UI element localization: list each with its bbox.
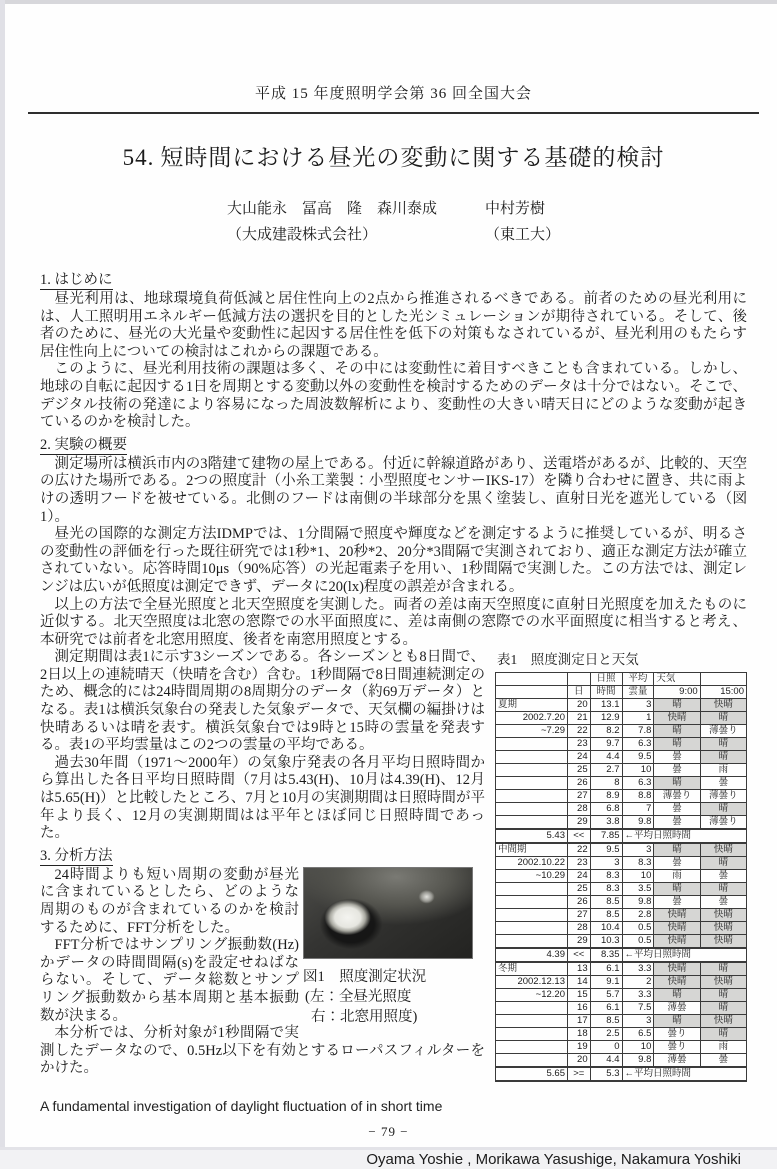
- cloud-amount-cell: 2: [622, 975, 654, 988]
- weather-9am-cell: 快晴: [654, 921, 700, 934]
- table1-header-row-2: [496, 685, 747, 698]
- table1: [495, 672, 747, 1082]
- weather-3pm-cell: 曇: [700, 1053, 746, 1067]
- season-label-cell: 中間期: [496, 843, 568, 857]
- table-summary-row: [496, 948, 747, 962]
- weather-3pm-cell: 晴: [700, 962, 746, 976]
- weather-3pm-cell: 薄曇り: [700, 815, 746, 829]
- author-names-right: 中村芳樹: [485, 201, 546, 217]
- summary-note-cell: ←平均日照時間: [622, 948, 747, 962]
- season-date-cell: [496, 737, 568, 750]
- table-row: [496, 908, 747, 921]
- figure1-container: [303, 867, 475, 1027]
- season-date-cell: [496, 1001, 568, 1014]
- day-cell: 22: [568, 724, 591, 737]
- english-title: A fundamental investigation of daylight fluctuation of in short time: [40, 1097, 443, 1114]
- section3-heading: 3. 分析方法: [40, 847, 113, 864]
- weather-3pm-cell: 晴: [700, 750, 746, 763]
- weather-3pm-cell: 快晴: [700, 921, 746, 934]
- day-cell: 22: [568, 843, 591, 857]
- section1-paragraph2: このように、昼光利用技術の課題は多く、その中には変動性に着目すべきことも含まれている。しかし、地球の自転に起因する1日を周期とする変動以外の変動性を検討するためのデータは十分ではない。そこで、デジタル技術の発達により容易になった周波数解析により、変動性の大きい晴天日にどのような変動が起きているのかを検討した。: [40, 361, 747, 431]
- figure1-caption-line3: 右：北窓用照度): [311, 1008, 418, 1025]
- sunshine-hours-cell: 9.1: [590, 975, 622, 988]
- weather-3pm-cell: 雨: [700, 763, 746, 776]
- normal-sunshine-cell: 4.39: [496, 948, 568, 962]
- normal-sunshine-cell: 5.43: [496, 829, 568, 843]
- weather-3pm-cell: 快晴: [700, 698, 746, 711]
- season-date-cell: ~10.29: [496, 869, 568, 882]
- day-cell: 16: [568, 1001, 591, 1014]
- sunshine-hours-cell: 8.3: [590, 869, 622, 882]
- sunshine-hours-cell: 10.4: [590, 921, 622, 934]
- table-row: [496, 1053, 747, 1067]
- day-cell: 29: [568, 934, 591, 948]
- day-cell: 27: [568, 908, 591, 921]
- table-row: [496, 802, 747, 815]
- day-cell: 29: [568, 815, 591, 829]
- header-time9: 9:00: [654, 685, 700, 698]
- cloud-amount-cell: 10: [622, 1040, 654, 1053]
- day-cell: 19: [568, 1040, 591, 1053]
- authors-titech: [485, 196, 560, 248]
- season-date-cell: 2002.12.13: [496, 975, 568, 988]
- weather-9am-cell: 曇: [654, 895, 700, 908]
- header-time15: 15:00: [700, 685, 746, 698]
- conference-header: 平成 15 年度照明学会第 36 回全国大会: [254, 86, 532, 102]
- figure1-caption-line1: 図1 照度測定状況: [303, 968, 427, 985]
- section3-paragraph3: 本分析では、分析対象が1秒間隔で実測したデータなので、0.5Hz以下を有効とするローパスフィルターをかけた。: [40, 1025, 485, 1077]
- table-row: [496, 1027, 747, 1040]
- table1-body: [496, 698, 747, 1081]
- weather-3pm-cell: 晴: [700, 1027, 746, 1040]
- weather-3pm-cell: 晴: [700, 882, 746, 895]
- weather-3pm-cell: 晴: [700, 802, 746, 815]
- cloud-amount-cell: 3: [622, 698, 654, 711]
- paper-number: 54.: [122, 145, 155, 170]
- paper-title-text: 短時間における昼光の変動に関する基礎的検討: [160, 145, 665, 170]
- section2-paragraph3: 以上の方法で全昼光照度と北天空照度を実測した。両者の差は南天空照度に直射日光照度を加えたものに近似する。北天空照度は北窓の窓際での水平面照度に、差は南側の窓際での水平面照度に相当すると考え、本研究では前者を北窓用照度、後者を南窓用照度とする。: [40, 596, 747, 648]
- figure1-caption: [303, 967, 475, 1027]
- weather-9am-cell: 晴: [654, 724, 700, 737]
- season-date-cell: [496, 815, 568, 829]
- weather-3pm-cell: 薄曇り: [700, 789, 746, 802]
- day-cell: 15: [568, 988, 591, 1001]
- weather-9am-cell: 快晴: [654, 908, 700, 921]
- table1-title: 表1 照度測定日と天気: [497, 652, 639, 668]
- weather-9am-cell: 曇り: [654, 1027, 700, 1040]
- measured-sunshine-cell: 8.35: [590, 948, 622, 962]
- sunshine-hours-cell: 2.7: [590, 763, 622, 776]
- sunshine-hours-cell: 4.4: [590, 1053, 622, 1067]
- weather-3pm-cell: 快晴: [700, 908, 746, 921]
- weather-9am-cell: 晴: [654, 843, 700, 857]
- sunshine-hours-cell: 8.2: [590, 724, 622, 737]
- table-row: [496, 750, 747, 763]
- header-day: 日: [568, 685, 591, 698]
- cloud-amount-cell: 9.5: [622, 750, 654, 763]
- table-row: [496, 882, 747, 895]
- sunshine-hours-cell: 5.7: [590, 988, 622, 1001]
- weather-3pm-cell: 雨: [700, 1040, 746, 1053]
- table-row: [496, 763, 747, 776]
- season-date-cell: [496, 895, 568, 908]
- sunshine-hours-cell: 2.5: [590, 1027, 622, 1040]
- figure1-photo: [303, 867, 473, 959]
- comparison-operator-cell: <<: [568, 829, 591, 843]
- weather-9am-cell: 快晴: [654, 934, 700, 948]
- table-row: [496, 698, 747, 711]
- header-cloud-top: 平均: [622, 672, 654, 685]
- cloud-amount-cell: 3.3: [622, 962, 654, 976]
- section1-paragraph1: 昼光利用は、地球環境負荷低減と居住性向上の2点から推進されるべきである。前者のための昼光利用には、人工照明用エネルギー低減方法の選択を目的とした光シミュレーションが期待されている。そして、後者のために、昼光の大光量や変動性に起因する居住性を低下の対策もなされているが、昼光利用のもたらす居住性向上についての検討はこれからの課題である。: [40, 291, 747, 360]
- day-cell: 23: [568, 856, 591, 869]
- weather-9am-cell: 晴: [654, 698, 700, 711]
- cloud-amount-cell: 3.3: [622, 988, 654, 1001]
- table-row: [496, 1014, 747, 1027]
- affiliation-left: （大成建設株式会社）: [226, 227, 377, 243]
- english-authors: Oyama Yoshie , Morikawa Yasushige, Nakamura Yoshiki: [366, 1151, 741, 1169]
- table-row: [496, 815, 747, 829]
- season-date-cell: [496, 763, 568, 776]
- author-block: [40, 196, 747, 248]
- weather-9am-cell: 晴: [654, 1014, 700, 1027]
- weather-3pm-cell: 快晴: [700, 843, 746, 857]
- summary-note-cell: ←平均日照時間: [622, 1067, 747, 1081]
- day-cell: 26: [568, 776, 591, 789]
- table-row: [496, 1001, 747, 1014]
- table-row: [496, 895, 747, 908]
- season-date-cell: ~7.29: [496, 724, 568, 737]
- weather-3pm-cell: 晴: [700, 711, 746, 724]
- table-row: [496, 776, 747, 789]
- sunshine-hours-cell: 8.9: [590, 789, 622, 802]
- section1-heading: 1. はじめに: [40, 272, 113, 288]
- cloud-amount-cell: 7.5: [622, 1001, 654, 1014]
- weather-3pm-cell: 晴: [700, 737, 746, 750]
- sunshine-hours-cell: 3.8: [590, 815, 622, 829]
- table-row: [496, 724, 747, 737]
- section2-paragraph1: 測定場所は横浜市内の3階建て建物の屋上である。付近に幹線道路があり、送電塔があるが、比較的、天空の広けた場所である。2つの照度計（小糸工業製：小型照度センサーIKS-17）を隣り合わせに置き、共に雨よけの透明フードを被せている。北側のフードは南側の半球部分を黒く塗装し、直射日光を遮光している（図1）。: [40, 455, 747, 525]
- day-cell: 23: [568, 737, 591, 750]
- cloud-amount-cell: 6.5: [622, 1027, 654, 1040]
- weather-9am-cell: 薄曇り: [654, 789, 700, 802]
- header-weather: 天気: [654, 672, 700, 685]
- cloud-amount-cell: 3: [622, 1014, 654, 1027]
- summary-note-cell: ←平均日照時間: [622, 829, 747, 843]
- cloud-amount-cell: 8.8: [622, 789, 654, 802]
- day-cell: 21: [568, 711, 591, 724]
- sunshine-hours-cell: 12.9: [590, 711, 622, 724]
- comparison-operator-cell: <<: [568, 948, 591, 962]
- page-title: [40, 139, 747, 172]
- day-cell: 28: [568, 802, 591, 815]
- cloud-amount-cell: 2.8: [622, 908, 654, 921]
- header-cloud-bottom: 雲量: [622, 685, 654, 698]
- season-date-cell: [496, 908, 568, 921]
- weather-3pm-cell: 晴: [700, 856, 746, 869]
- season-date-cell: [496, 776, 568, 789]
- header-sunshine-bottom: 時間: [590, 685, 622, 698]
- table-row: [496, 711, 747, 724]
- weather-3pm-cell: 薄曇り: [700, 724, 746, 737]
- sunshine-hours-cell: 4.4: [590, 750, 622, 763]
- cloud-amount-cell: 7: [622, 802, 654, 815]
- season-date-cell: 2002.7.20: [496, 711, 568, 724]
- weather-9am-cell: 曇: [654, 856, 700, 869]
- day-cell: 24: [568, 750, 591, 763]
- season-date-cell: ~12.20: [496, 988, 568, 1001]
- season-date-cell: [496, 1014, 568, 1027]
- table-summary-row: [496, 829, 747, 843]
- weather-3pm-cell: 曇: [700, 895, 746, 908]
- season-date-cell: 2002.10.22: [496, 856, 568, 869]
- weather-3pm-cell: 曇: [700, 776, 746, 789]
- measured-sunshine-cell: 7.85: [590, 829, 622, 843]
- cloud-amount-cell: 6.3: [622, 737, 654, 750]
- sunshine-hours-cell: 8.3: [590, 882, 622, 895]
- season-date-cell: [496, 934, 568, 948]
- cloud-amount-cell: 8.3: [622, 856, 654, 869]
- cloud-amount-cell: 3: [622, 843, 654, 857]
- weather-9am-cell: 晴: [654, 882, 700, 895]
- table-row: [496, 921, 747, 934]
- sunshine-hours-cell: 13.1: [590, 698, 622, 711]
- table-row: [496, 869, 747, 882]
- sunshine-hours-cell: 9.7: [590, 737, 622, 750]
- weather-9am-cell: 快晴: [654, 711, 700, 724]
- table1-container: [495, 651, 747, 1082]
- sunshine-hours-cell: 6.1: [590, 1001, 622, 1014]
- sunshine-hours-cell: 10.3: [590, 934, 622, 948]
- day-cell: 13: [568, 962, 591, 976]
- section2-paragraph2: 昼光の国際的な測定方法IDMPでは、1分間隔で照度や輝度などを測定するように推奨しているが、明るさの変動性の評価を行った既往研究では1秒*1、20秒*2、20分*3間隔で実測されており、適正な測定方法が確立されていない。応答時間10μs（90%応答）の光起電素子を用い、1秒間隔で実測した。この方法では、測定レンジは広いが低照度は測定できず、データに20(lx)程度の誤差が含まれる。: [40, 526, 747, 595]
- header-blank: [496, 685, 568, 698]
- cloud-amount-cell: 9.8: [622, 895, 654, 908]
- section2-paragraph4: 測定期間は表1に示す3シーズンである。各シーズンとも8日間で、2日以上の連続晴天（快晴を含む）含む。1秒間隔で8日間連続測定のため、概念的には24時間周期の8周期分のデータ（約69万データ）となる。表1は横浜気象台の発表した気象データで、天気欄の編掛けは快晴あるいは晴を表す。横浜気象台では9時と15時の雲量を発表する。表1の平均雲量はこの2つの雲量の平均である。: [40, 649, 485, 754]
- sunshine-hours-cell: 8.5: [590, 1014, 622, 1027]
- day-cell: 18: [568, 1027, 591, 1040]
- section3-paragraph2: FFT分析ではサンプリング振動数(Hz)かデータの時間間隔(s)を設定せねばならない。そして、データ総数とサンプリング振動数から基本周期と基本振動数が決まる。: [40, 937, 299, 1024]
- affiliation-right: （東工大）: [485, 227, 561, 243]
- cloud-amount-cell: 3.5: [622, 882, 654, 895]
- normal-sunshine-cell: 5.65: [496, 1067, 568, 1081]
- table-row: [496, 1040, 747, 1053]
- weather-9am-cell: 薄曇: [654, 1053, 700, 1067]
- header-blank: [496, 672, 568, 685]
- weather-9am-cell: 晴: [654, 776, 700, 789]
- sunshine-hours-cell: 0: [590, 1040, 622, 1053]
- sunshine-hours-cell: 8.5: [590, 908, 622, 921]
- season-label-cell: 冬期: [496, 962, 568, 976]
- section3-paragraph1: 24時間よりも短い周期の変動が昼光に含まれているとしたら、どのような周期のものが含まれているのかを検討するために、FFT分析をした。: [40, 866, 299, 936]
- header-rule: [28, 112, 759, 114]
- weather-9am-cell: 曇: [654, 815, 700, 829]
- cloud-amount-cell: 10: [622, 763, 654, 776]
- weather-9am-cell: 曇: [654, 802, 700, 815]
- cloud-amount-cell: 9.8: [622, 815, 654, 829]
- cloud-amount-cell: 7.8: [622, 724, 654, 737]
- sunshine-hours-cell: 3: [590, 856, 622, 869]
- day-cell: 25: [568, 763, 591, 776]
- table1-header-row-1: [496, 672, 747, 685]
- day-cell: 17: [568, 1014, 591, 1027]
- weather-3pm-cell: 晴: [700, 1001, 746, 1014]
- weather-9am-cell: 晴: [654, 988, 700, 1001]
- season-date-cell: [496, 921, 568, 934]
- cloud-amount-cell: 1: [622, 711, 654, 724]
- weather-9am-cell: 快晴: [654, 975, 700, 988]
- weather-9am-cell: 快晴: [654, 962, 700, 976]
- cloud-amount-cell: 9.8: [622, 1053, 654, 1067]
- cloud-amount-cell: 6.3: [622, 776, 654, 789]
- season-label-cell: 夏期: [496, 698, 568, 711]
- day-cell: 20: [568, 1053, 591, 1067]
- weather-3pm-cell: 曇: [700, 869, 746, 882]
- table-summary-row: [496, 1067, 747, 1081]
- table-row: [496, 843, 747, 857]
- weather-3pm-cell: 晴: [700, 988, 746, 1001]
- cloud-amount-cell: 0.5: [622, 921, 654, 934]
- weather-9am-cell: 曇: [654, 763, 700, 776]
- table-row: [496, 856, 747, 869]
- weather-3pm-cell: 快晴: [700, 934, 746, 948]
- header-blank: [700, 672, 746, 685]
- cloud-amount-cell: 0.5: [622, 934, 654, 948]
- day-cell: 28: [568, 921, 591, 934]
- table-row: [496, 962, 747, 976]
- sunshine-hours-cell: 8: [590, 776, 622, 789]
- day-cell: 27: [568, 789, 591, 802]
- table-row: [496, 789, 747, 802]
- season-date-cell: [496, 750, 568, 763]
- weather-3pm-cell: 快晴: [700, 1014, 746, 1027]
- day-cell: 26: [568, 895, 591, 908]
- season-date-cell: [496, 1053, 568, 1067]
- weather-3pm-cell: 快晴: [700, 975, 746, 988]
- weather-9am-cell: 曇: [654, 750, 700, 763]
- section2-paragraph5: 過去30年間（1971～2000年）の気象庁発表の各月平均日照時間から算出した各日平均日照時間（7月は5.43(H)、10月は4.39(H)、12月は5.65(H)）と比較したところ、7月と10月の実測期間は日照時間が平年より長く、12月の実測期間はは平年とほぼ同じ日照時間であった。: [40, 754, 485, 842]
- measured-sunshine-cell: 5.3: [590, 1067, 622, 1081]
- table-row: [496, 737, 747, 750]
- day-cell: 25: [568, 882, 591, 895]
- weather-9am-cell: 薄曇: [654, 1001, 700, 1014]
- authors-taisei: [227, 196, 437, 248]
- sunshine-hours-cell: 8.5: [590, 895, 622, 908]
- sunshine-hours-cell: 6.1: [590, 962, 622, 976]
- day-cell: 20: [568, 698, 591, 711]
- section2-heading: 2. 実験の概要: [40, 436, 127, 453]
- cloud-amount-cell: 10: [622, 869, 654, 882]
- season-date-cell: [496, 789, 568, 802]
- weather-9am-cell: 雨: [654, 869, 700, 882]
- table-row: [496, 988, 747, 1001]
- season-date-cell: [496, 802, 568, 815]
- table-row: [496, 934, 747, 948]
- sunshine-hours-cell: 9.5: [590, 843, 622, 857]
- sunshine-hours-cell: 6.8: [590, 802, 622, 815]
- season-date-cell: [496, 882, 568, 895]
- figure1-caption-line2: (左：全昼光照度: [305, 988, 412, 1005]
- weather-9am-cell: 曇り: [654, 1040, 700, 1053]
- header-sunshine-top: 日照: [590, 672, 622, 685]
- header-blank: [568, 672, 591, 685]
- day-cell: 14: [568, 975, 591, 988]
- weather-9am-cell: 晴: [654, 737, 700, 750]
- day-cell: 24: [568, 869, 591, 882]
- table-row: [496, 975, 747, 988]
- season-date-cell: [496, 1027, 568, 1040]
- season-date-cell: [496, 1040, 568, 1053]
- author-names-left: 大山能永 冨高 隆 森川泰成: [226, 201, 437, 217]
- comparison-operator-cell: >=: [568, 1067, 591, 1081]
- page-number: − 79 −: [368, 1124, 409, 1139]
- paper-body: [40, 270, 747, 1169]
